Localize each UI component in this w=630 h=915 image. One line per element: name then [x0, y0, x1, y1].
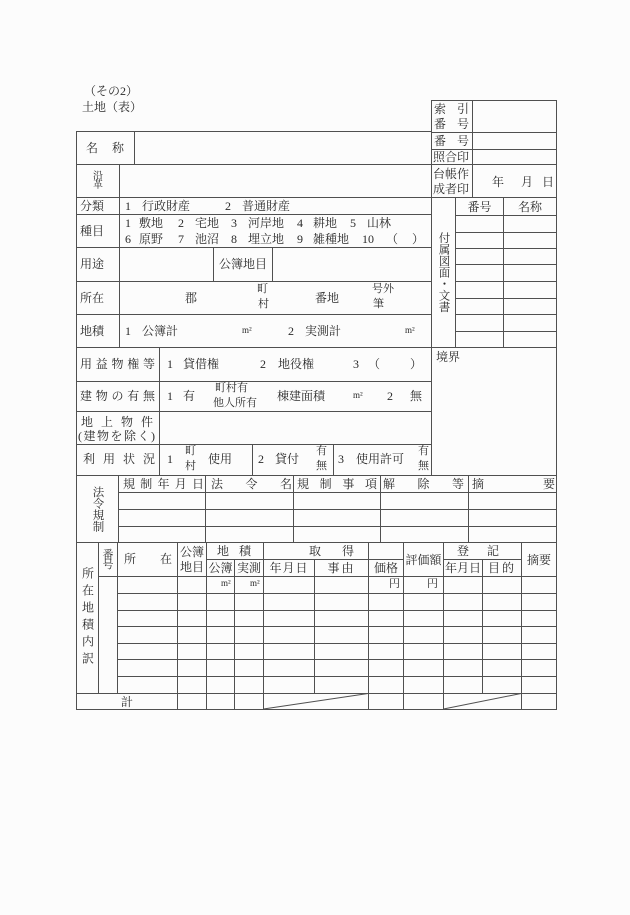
building-no-text: 無	[410, 389, 423, 403]
usage-opt2-yes: 有	[316, 445, 327, 457]
number-field	[473, 133, 556, 149]
use-field	[120, 248, 213, 281]
rights-option-2-num: 2	[260, 357, 266, 371]
breakdown-col-reg-date: 年月日	[444, 561, 481, 575]
land-type-label: 種目	[80, 224, 105, 238]
building-yes-text: 有	[183, 389, 196, 403]
breakdown-col-area: 地積	[217, 544, 251, 558]
location-extra-label: 号外	[372, 283, 394, 295]
land-type-3-text: 河岸地	[248, 216, 285, 230]
classification-label: 分類	[80, 199, 105, 213]
building-floor-area-unit: m²	[353, 390, 363, 400]
index-number-label-line2: 番号	[434, 117, 469, 131]
attachments-label-text: 付属図面・文書	[437, 232, 450, 313]
form-title: 土地（表）	[82, 100, 143, 114]
form-part-label: （その2）	[84, 84, 139, 98]
usage-label: 利用状況	[83, 452, 155, 466]
location-county-label: 郡	[185, 291, 198, 305]
rights-option-2-text: 地役権	[278, 357, 315, 371]
index-number-field	[473, 101, 556, 132]
rights-option-3-num: 3	[353, 357, 359, 371]
land-type-4-num: 4	[297, 216, 303, 230]
location-village-label: 村	[258, 298, 269, 310]
land-type-10-num: 10	[362, 232, 374, 246]
land-type-9-num: 9	[297, 232, 303, 246]
number-label: 番号	[434, 134, 469, 148]
building-owner-line2: 他人所有	[213, 397, 257, 409]
creator-seal-label-line2: 成者印	[433, 182, 470, 196]
usage-opt1-num: 1	[167, 452, 173, 466]
area-registry-num: 1	[125, 324, 131, 338]
rights-option-3-close-paren: ）	[410, 357, 423, 371]
usage-opt3-yes: 有	[418, 445, 429, 457]
history-label-char1: 沿	[93, 171, 103, 182]
land-type-7-num: 7	[178, 232, 184, 246]
breakdown-col-acq-date: 年月日	[269, 561, 309, 575]
breakdown-col-registry-category-line1: 公簿	[180, 545, 205, 559]
location-lot-number-label: 番地	[315, 291, 340, 305]
breakdown-col-valuation: 評価額	[405, 552, 442, 567]
area-survey-label: 実測計	[305, 324, 342, 338]
regulations-col-release: 解除等	[383, 477, 464, 491]
area-registry-unit: m²	[242, 325, 252, 335]
land-type-1-text: 敷地	[139, 216, 164, 230]
usage-opt3-text: 使用許可	[356, 452, 405, 466]
land-type-4-text: 耕地	[313, 216, 338, 230]
usage-opt2-text: 貸付	[275, 452, 300, 466]
attachments-col-number: 番号	[467, 199, 492, 214]
breakdown-col-acquisition: 取得	[309, 544, 354, 558]
breakdown-col-reg-purpose: 目的	[487, 561, 516, 575]
land-type-6-num: 6	[125, 232, 131, 246]
above-ground-label-line2: (建物を除く)	[78, 429, 155, 443]
regulations-col-remarks: 摘要	[472, 477, 555, 491]
name-label: 名称	[86, 141, 124, 155]
usage-opt2-no: 無	[316, 460, 327, 472]
usage-opt3-num: 3	[338, 452, 344, 466]
date-year-label: 年	[492, 175, 505, 189]
date-day-label: 日	[542, 175, 555, 189]
land-type-5-num: 5	[350, 216, 356, 230]
usage-opt3-no: 無	[418, 460, 429, 472]
land-type-6-text: 原野	[139, 232, 164, 246]
attachments-label	[432, 198, 455, 347]
breakdown-col-location: 所在	[124, 552, 172, 566]
boundary-label: 境界	[436, 350, 461, 364]
regulations-col-law-name: 法令名	[211, 477, 292, 491]
breakdown-unit-area-registry: m²	[221, 578, 231, 588]
regulations-label	[77, 476, 118, 542]
breakdown-col-number-char1: 番	[102, 548, 114, 561]
building-yes-num: 1	[167, 389, 173, 403]
breakdown-total-label: 計	[120, 694, 133, 709]
registry-category-field	[273, 248, 431, 281]
location-label: 所在	[80, 291, 105, 305]
area-label: 地積	[80, 324, 105, 338]
breakdown-unit-valuation: 円	[427, 578, 438, 590]
location-parcel-label: 筆	[373, 298, 384, 310]
breakdown-unit-price: 円	[389, 578, 400, 590]
land-type-8-text: 埋立地	[248, 232, 285, 246]
land-type-other-close-paren: ）	[412, 232, 425, 246]
usage-opt1-village: 村	[185, 460, 196, 472]
land-type-1-num: 1	[125, 216, 131, 230]
registry-category-label: 公簿地目	[219, 257, 268, 271]
area-survey-num: 2	[288, 324, 294, 338]
above-ground-label-line1: 地上物件	[81, 415, 153, 429]
land-type-2-num: 2	[178, 216, 184, 230]
breakdown-col-number	[99, 543, 117, 576]
breakdown-col-registration: 登記	[457, 544, 499, 558]
creator-seal-label-line1: 台帳作	[433, 167, 470, 181]
history-label-char2: 革	[93, 180, 103, 191]
breakdown-col-number-char2: 号	[102, 558, 114, 571]
building-label: 建物の有無	[80, 389, 155, 403]
land-type-9-text: 雑種地	[313, 232, 350, 246]
check-seal-label: 照合印	[433, 150, 470, 164]
history-field	[120, 165, 431, 197]
classification-option-2-num: 2	[225, 199, 231, 213]
breakdown-label-text: 所在地積内訳	[80, 567, 95, 669]
land-type-8-num: 8	[231, 232, 237, 246]
use-label: 用途	[80, 257, 105, 271]
area-survey-unit: m²	[405, 325, 415, 335]
breakdown-label	[77, 543, 98, 693]
land-type-2-text: 宅地	[195, 216, 220, 230]
history-label	[77, 165, 119, 197]
land-type-other-open-paren: （	[386, 232, 399, 246]
breakdown-col-area-registry: 公簿	[208, 561, 233, 575]
land-type-5-text: 山林	[367, 216, 392, 230]
above-ground-field	[160, 412, 431, 444]
classification-option-1-text: 行政財産	[142, 199, 191, 213]
classification-option-2-text: 普通財産	[242, 199, 291, 213]
regulations-col-date: 規制年月日	[123, 477, 204, 491]
usage-opt1-town: 町	[185, 445, 196, 457]
breakdown-col-remarks: 摘要	[526, 552, 551, 567]
building-no-num: 2	[387, 389, 393, 403]
area-registry-label: 公簿計	[142, 324, 179, 338]
check-seal-field	[473, 150, 556, 164]
location-town-label: 町	[257, 283, 268, 295]
land-type-7-text: 池沼	[195, 232, 220, 246]
usage-opt1-text: 使用	[208, 452, 233, 466]
rights-option-1-num: 1	[167, 357, 173, 371]
rights-label: 用益物権等	[80, 357, 155, 371]
rights-option-3-open-paren: （	[368, 357, 381, 371]
name-field	[135, 132, 431, 164]
index-number-label-line1: 索引	[434, 102, 469, 116]
date-month-label: 月	[521, 175, 534, 189]
attachments-col-name: 名称	[517, 199, 542, 214]
usage-opt2-num: 2	[258, 452, 264, 466]
land-type-3-num: 3	[231, 216, 237, 230]
boundary-field	[432, 365, 556, 475]
breakdown-col-acq-price: 価格	[373, 561, 398, 575]
regulations-label-text: 法令規制	[91, 486, 104, 532]
classification-option-1-num: 1	[125, 199, 131, 213]
breakdown-col-registry-category-line2: 地目	[180, 560, 205, 574]
breakdown-col-area-survey: 実測	[236, 561, 261, 575]
rights-option-1-text: 貸借権	[183, 357, 220, 371]
building-floor-area-label: 棟建面積	[277, 389, 326, 403]
building-owner-line1: 町村有	[215, 382, 248, 394]
regulations-col-items: 規制事項	[297, 477, 377, 491]
breakdown-col-acq-reason: 事由	[327, 561, 356, 575]
breakdown-unit-area-survey: m²	[250, 578, 260, 588]
